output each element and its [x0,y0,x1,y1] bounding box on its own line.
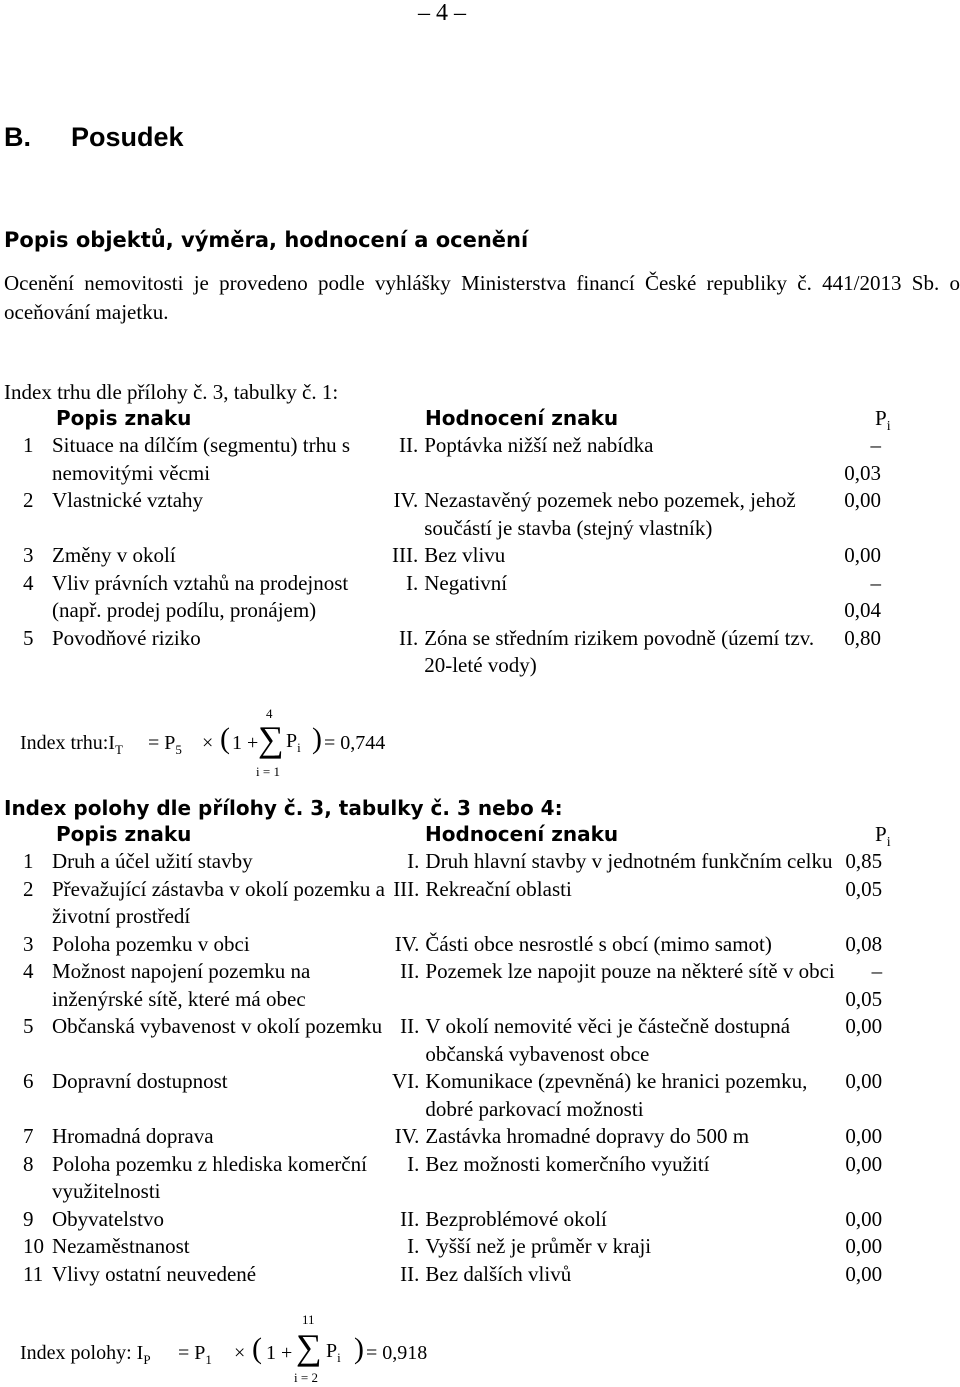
sum-icon: ∑ [258,719,284,759]
row-value: 0,00 [845,1261,883,1286]
row-description: Vlastnické vztahy [52,488,204,512]
row-value: 0,00 [845,1124,883,1148]
row-description: Povodňové riziko [52,625,201,650]
row-value: 0,00 [845,1206,883,1231]
row-value: 0,80 [844,625,881,650]
row-rating-text: Bezproblémové okolí [425,1206,607,1231]
row-number: 6 [23,1069,34,1093]
row-rating-text: Zastávka hromadné dopravy do 500 m [425,1124,750,1148]
row-number: 9 [23,1206,34,1231]
row-rating-text: Rekreační oblasti [425,876,572,901]
row-rating-text: Druh hlavní stavby v jednotném funkčním celku [425,849,833,873]
row-description: Vlivy ostatní neuvedené [52,1261,257,1286]
row-rating-text: Zóna se středním rizikem povodně (území tzv. 20-leté vody) [424,625,815,677]
row-description: Poloha pozemku z hlediska komerční využitelnosti [52,1151,367,1203]
table-row [0,1206,934,1234]
row-number: 1 [23,433,34,457]
row-description: Situace na dílčím (segmentu) trhu s nemovitými věcmi [52,433,351,485]
row-rating-level: II. [400,1014,420,1038]
row-rating-level: II. [398,625,419,650]
row-rating-level: I. [405,570,419,595]
sum-icon-2: ∑ [296,1327,322,1367]
row-rating-level: II. [398,433,419,457]
table-row [0,848,934,876]
table-row [0,1068,934,1123]
market-header-pi: $P_i$ [875,406,891,435]
row-rating-level: IV. [394,931,420,956]
table-row [0,625,933,680]
row-description: Hromadná doprava [52,1124,214,1148]
location-header-rating: Hodnocení znaku [425,822,619,846]
row-number: 3 [23,931,34,956]
row-number: 1 [23,849,34,873]
row-value: 0,00 [844,543,881,567]
row-description: Druh a účel užití stavby [52,849,253,873]
row-description: Nezaměstnanost [52,1234,190,1258]
row-number: 10 [23,1234,44,1258]
row-number: 5 [23,1014,34,1038]
row-value: 0,05 [845,876,883,901]
table-row [0,542,933,570]
row-rating-text: Bez dalších vlivů [425,1261,572,1286]
table-row [0,1013,934,1068]
row-rating-level: I. [407,1234,420,1258]
table-row [0,1123,934,1151]
row-rating-level: II. [400,1206,420,1231]
row-number: 8 [23,1151,34,1176]
row-description: Vliv právních vztahů na prodejnost (např. prodej podílu, pronájem) [52,570,349,622]
row-value: 0,00 [844,488,881,512]
row-rating-text: Poptávka nižší než nabídka [424,433,654,457]
row-value: 0,00 [845,1014,883,1038]
row-rating-level: IV. [394,1124,420,1148]
row-value: 0,00 [845,1069,883,1093]
table-row [0,931,934,959]
intro-paragraph: Ocenění nemovitosti je provedeno podle vyhlášky Ministerstva financí České republiky č. 441/2013 Sb. o oceňování majetku. [4,271,960,324]
table-row [0,1233,934,1261]
location-header-pi: $P_i$ [875,822,891,851]
location-header-desc: Popis znaku [56,822,192,846]
row-description: Obyvatelstvo [52,1206,164,1231]
table-row [0,1151,934,1206]
location-index-title: Index polohy dle přílohy č. 3, tabulky č. 3 nebo 4: [4,796,563,820]
row-number: 7 [23,1124,34,1148]
row-rating-level: III. [393,876,420,901]
market-index-table [0,432,933,680]
row-value: 0,85 [845,849,883,873]
market-formula-label: Index $trhu:I_T$ [20,732,123,757]
location-index-table [0,848,934,1288]
row-value: 0,08 [845,931,883,956]
row-description: Možnost napojení pozemku na inženýrské sítě, které má obec [52,959,311,1011]
row-rating-text: Nezastavěný pozemek nebo pozemek, jehož součástí je stavba (stejný vlastník) [424,488,796,540]
table-row [0,487,933,542]
market-index-title: Index trhu dle přílohy č. 3, tabulky č. 1: [4,380,339,404]
row-number: 2 [23,876,34,901]
page-number: – 4 – [418,0,466,26]
row-value: –0,05 [845,959,883,1011]
table-row [0,958,934,1013]
row-description: Změny v okolí [52,543,176,567]
row-rating-text: Komunikace (zpevněná) ke hranici pozemku, dobré parkovací možnosti [425,1069,808,1121]
row-rating-level: I. [407,1151,420,1176]
row-rating-level: II. [400,1261,420,1286]
row-number: 4 [23,570,34,595]
row-value: 0,00 [845,1234,883,1258]
row-description: Dopravní dostupnost [52,1069,228,1093]
row-value: 0,00 [845,1151,883,1176]
main-heading: Popis objektů, výměra, hodnocení a ocenění [4,228,529,252]
market-header-rating: Hodnocení znaku [425,406,619,430]
row-description: Občanská vybavenost v okolí pozemku [52,1014,383,1038]
row-rating-text: Bez vlivu [424,543,506,567]
row-rating-text: Bez možnosti komerčního využití [425,1151,710,1176]
row-number: 2 [23,488,34,512]
market-header-desc: Popis znaku [56,406,192,430]
row-value: –0,04 [844,570,881,622]
row-description: Převažující zástavba v okolí pozemku a životní prostředí [52,876,385,928]
section-letter: B. [4,122,31,152]
row-description: Poloha pozemku v obci [52,931,250,956]
row-number: 4 [23,959,34,983]
row-rating-level: I. [407,849,420,873]
row-rating-text: Pozemek lze napojit pouze na některé sítě v obci [425,959,835,983]
row-rating-text: Negativní [424,570,508,595]
table-row [0,432,933,487]
row-value: –0,03 [844,433,881,485]
table-row [0,876,934,931]
row-number: 5 [23,625,34,650]
row-rating-text: Vyšší než je průměr v kraji [425,1234,652,1258]
row-number: 3 [23,543,34,567]
row-rating-level: II. [400,959,420,983]
table-row [0,570,933,625]
row-rating-text: Části obce nesrostlé s obcí (mimo samot) [425,931,772,956]
row-rating-level: VI. [392,1069,420,1093]
section-title [4,122,184,153]
row-rating-level: IV. [393,488,419,512]
row-rating-text: V okolí nemovité věci je částečně dostupná občanská vybavenost obce [425,1014,791,1066]
section-name: Posudek [71,122,184,152]
row-rating-level: III. [392,543,419,567]
table-row [0,1261,934,1289]
row-number: 11 [23,1261,44,1286]
